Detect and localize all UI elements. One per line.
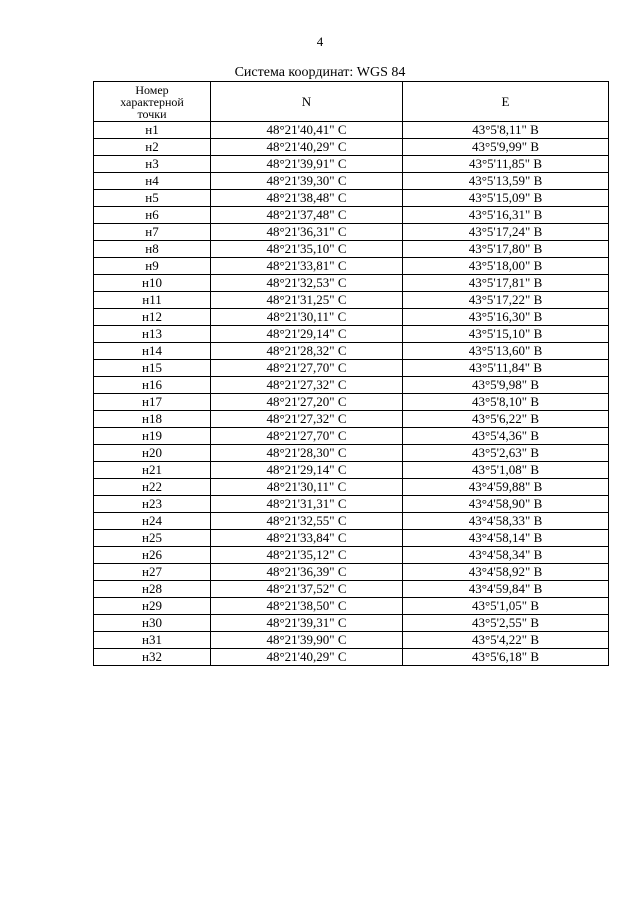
cell-e: 43°4'58,33" В (403, 513, 609, 530)
cell-point: н16 (94, 377, 211, 394)
cell-n: 48°21'37,52" С (211, 581, 403, 598)
cell-e: 43°5'9,99" В (403, 139, 609, 156)
table-row (94, 360, 609, 377)
cell-point: н21 (94, 462, 211, 479)
table-row (94, 615, 609, 632)
cell-point: н26 (94, 547, 211, 564)
cell-point: н19 (94, 428, 211, 445)
cell-point: н15 (94, 360, 211, 377)
cell-point: н2 (94, 139, 211, 156)
table-row (94, 445, 609, 462)
header-e: E (403, 82, 609, 122)
cell-point: н10 (94, 275, 211, 292)
table-row (94, 309, 609, 326)
cell-e: 43°4'59,84" В (403, 581, 609, 598)
table-row (94, 394, 609, 411)
table-row (94, 530, 609, 547)
table-row (94, 649, 609, 666)
cell-e: 43°5'15,10" В (403, 326, 609, 343)
table-row (94, 258, 609, 275)
table-row (94, 496, 609, 513)
cell-n: 48°21'39,90" С (211, 632, 403, 649)
cell-e: 43°5'2,63" В (403, 445, 609, 462)
table-row (94, 479, 609, 496)
cell-e: 43°4'58,34" В (403, 547, 609, 564)
cell-n: 48°21'40,41" С (211, 122, 403, 139)
cell-e: 43°5'6,22" В (403, 411, 609, 428)
cell-point: н4 (94, 173, 211, 190)
cell-e: 43°5'1,08" В (403, 462, 609, 479)
header-point-line-2: характерной (120, 94, 184, 109)
table-row (94, 513, 609, 530)
header-point-number (94, 82, 211, 122)
cell-n: 48°21'31,25" С (211, 292, 403, 309)
cell-n: 48°21'36,31" С (211, 224, 403, 241)
cell-n: 48°21'38,48" С (211, 190, 403, 207)
cell-n: 48°21'39,31" С (211, 615, 403, 632)
cell-e: 43°4'58,92" В (403, 564, 609, 581)
cell-e: 43°5'2,55" В (403, 615, 609, 632)
cell-e: 43°5'18,00" В (403, 258, 609, 275)
cell-point: н1 (94, 122, 211, 139)
cell-e: 43°4'59,88" В (403, 479, 609, 496)
cell-point: н14 (94, 343, 211, 360)
cell-e: 43°5'13,60" В (403, 343, 609, 360)
cell-n: 48°21'40,29" С (211, 139, 403, 156)
table-row (94, 275, 609, 292)
cell-e: 43°4'58,90" В (403, 496, 609, 513)
cell-e: 43°5'11,85" В (403, 156, 609, 173)
table-row (94, 156, 609, 173)
table-row (94, 241, 609, 258)
cell-point: н13 (94, 326, 211, 343)
header-point-line-3: точки (137, 106, 167, 121)
cell-n: 48°21'27,32" С (211, 411, 403, 428)
cell-n: 48°21'33,81" С (211, 258, 403, 275)
cell-n: 48°21'32,55" С (211, 513, 403, 530)
page-number: 4 (316, 34, 324, 49)
cell-point: н25 (94, 530, 211, 547)
table-row (94, 207, 609, 224)
cell-e: 43°5'11,84" В (403, 360, 609, 377)
table-row (94, 139, 609, 156)
cell-point: н5 (94, 190, 211, 207)
cell-point: н12 (94, 309, 211, 326)
cell-e: 43°5'16,31" В (403, 207, 609, 224)
cell-point: н8 (94, 241, 211, 258)
cell-point: н23 (94, 496, 211, 513)
table-row (94, 547, 609, 564)
cell-n: 48°21'31,31" С (211, 496, 403, 513)
cell-e: 43°5'4,36" В (403, 428, 609, 445)
cell-e: 43°5'8,10" В (403, 394, 609, 411)
table-row (94, 598, 609, 615)
cell-n: 48°21'39,30" С (211, 173, 403, 190)
table-row (94, 564, 609, 581)
cell-point: н28 (94, 581, 211, 598)
table-header-row (94, 82, 609, 122)
cell-point: н31 (94, 632, 211, 649)
table-row (94, 343, 609, 360)
cell-n: 48°21'35,12" С (211, 547, 403, 564)
table-row (94, 173, 609, 190)
cell-n: 48°21'33,84" С (211, 530, 403, 547)
cell-n: 48°21'40,29" С (211, 649, 403, 666)
cell-point: н22 (94, 479, 211, 496)
cell-n: 48°21'27,70" С (211, 360, 403, 377)
cell-e: 43°5'17,80" В (403, 241, 609, 258)
table-row (94, 122, 609, 139)
table-row (94, 581, 609, 598)
table-row (94, 428, 609, 445)
cell-n: 48°21'27,20" С (211, 394, 403, 411)
cell-point: н24 (94, 513, 211, 530)
table-body (94, 122, 609, 666)
cell-e: 43°5'8,11" В (403, 122, 609, 139)
cell-e: 43°5'17,24" В (403, 224, 609, 241)
table-row (94, 462, 609, 479)
table-row (94, 632, 609, 649)
table-row (94, 411, 609, 428)
cell-n: 48°21'27,70" С (211, 428, 403, 445)
cell-point: н7 (94, 224, 211, 241)
cell-n: 48°21'32,53" С (211, 275, 403, 292)
cell-n: 48°21'28,32" С (211, 343, 403, 360)
cell-n: 48°21'27,32" С (211, 377, 403, 394)
cell-e: 43°5'4,22" В (403, 632, 609, 649)
cell-n: 48°21'28,30" С (211, 445, 403, 462)
cell-e: 43°5'15,09" В (403, 190, 609, 207)
table-row (94, 377, 609, 394)
cell-n: 48°21'29,14" С (211, 326, 403, 343)
cell-point: н20 (94, 445, 211, 462)
cell-n: 48°21'36,39" С (211, 564, 403, 581)
cell-e: 43°5'17,22" В (403, 292, 609, 309)
cell-n: 48°21'38,50" С (211, 598, 403, 615)
cell-n: 48°21'37,48" С (211, 207, 403, 224)
table-row (94, 224, 609, 241)
cell-e: 43°5'13,59" В (403, 173, 609, 190)
header-n: N (211, 82, 403, 122)
cell-point: н9 (94, 258, 211, 275)
cell-e: 43°5'16,30" В (403, 309, 609, 326)
cell-point: н11 (94, 292, 211, 309)
cell-point: н30 (94, 615, 211, 632)
table-row (94, 190, 609, 207)
cell-point: н3 (94, 156, 211, 173)
coordinate-system-caption: Система координат: WGS 84 (234, 65, 406, 80)
cell-n: 48°21'30,11" С (211, 479, 403, 496)
cell-n: 48°21'30,11" С (211, 309, 403, 326)
cell-e: 43°5'6,18" В (403, 649, 609, 666)
cell-n: 48°21'29,14" С (211, 462, 403, 479)
cell-e: 43°5'17,81" В (403, 275, 609, 292)
cell-e: 43°5'1,05" В (403, 598, 609, 615)
cell-point: н27 (94, 564, 211, 581)
cell-point: н6 (94, 207, 211, 224)
cell-point: н32 (94, 649, 211, 666)
table-row (94, 326, 609, 343)
cell-point: н18 (94, 411, 211, 428)
cell-e: 43°4'58,14" В (403, 530, 609, 547)
cell-point: н17 (94, 394, 211, 411)
table-row (94, 292, 609, 309)
cell-e: 43°5'9,98" В (403, 377, 609, 394)
header-point-line-1: Номер (135, 82, 169, 97)
cell-point: н29 (94, 598, 211, 615)
coordinates-table (93, 81, 609, 666)
cell-n: 48°21'39,91" С (211, 156, 403, 173)
cell-n: 48°21'35,10" С (211, 241, 403, 258)
